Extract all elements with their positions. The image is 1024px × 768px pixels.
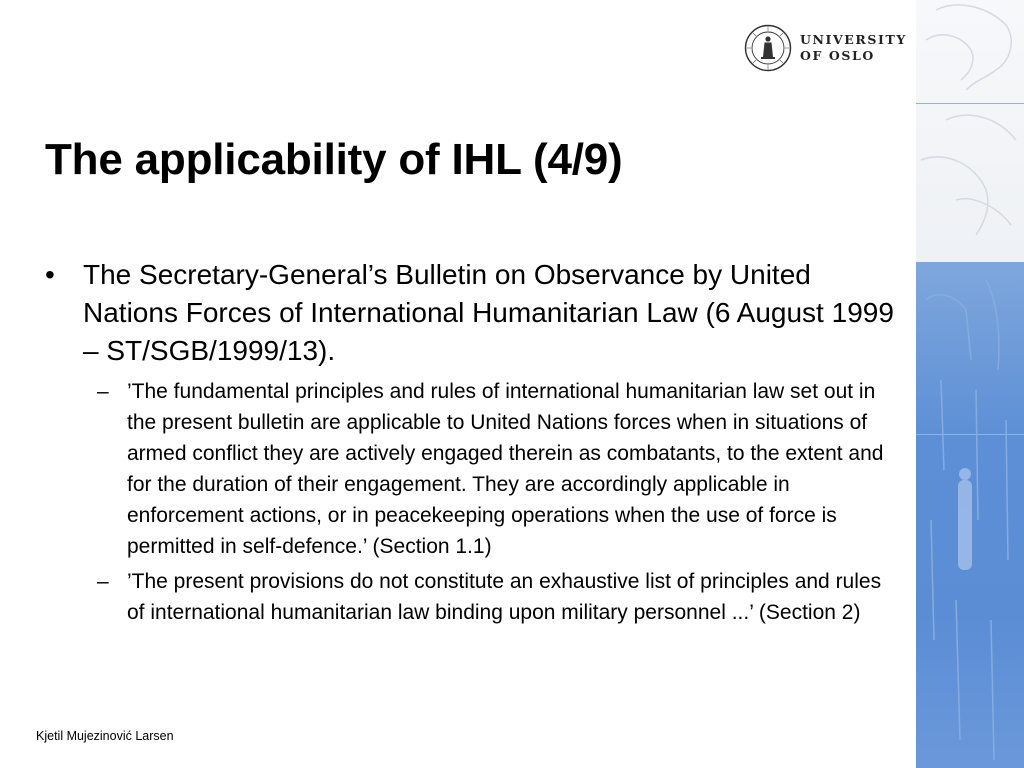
university-seal-icon: [744, 24, 792, 72]
footer-author: Kjetil Mujezinović Larsen: [36, 729, 174, 743]
bullet-item: [45, 256, 895, 370]
decorative-side-strip: [916, 0, 1024, 768]
sub-bullet-item: [45, 566, 895, 628]
sub-bullet-list: [45, 376, 895, 628]
university-name-line-2: OF OSLO: [800, 48, 875, 63]
slide-body: [45, 256, 895, 632]
sub-bullet-text: ’The fundamental principles and rules of international humanitarian law set out in the present bulletin are applicable to United Nations forces when in situations of armed conflict they are actively engaged therein as combatants, to the extent and for the duration of their engagement. They are accordingly applicable in enforcement actions, or in peacekeeping operations when the use of force is permitted in self-defence.’ (Section 1.1): [127, 380, 884, 558]
sub-bullet-item: [45, 376, 895, 562]
sub-bullet-marker: –: [97, 570, 109, 593]
sub-bullet-text: ’The present provisions do not constitute an exhaustive list of principles and rules of international humanitarian law binding upon military personnel ...’ (Section 2): [127, 570, 882, 624]
university-logo: [744, 22, 907, 74]
sub-bullet-marker: –: [97, 380, 109, 403]
slide-title: The applicability of IHL (4/9): [45, 135, 623, 184]
statue-relief-graphic: [916, 0, 1024, 768]
bullet-marker: •: [45, 259, 55, 290]
bullet-text: The Secretary-General’s Bulletin on Observance by United Nations Forces of International Humanitarian Law (6 August 1999 – ST/SGB/1999/13).: [83, 259, 894, 366]
university-name: [800, 32, 907, 64]
university-name-line-1: UNIVERSITY: [800, 32, 907, 47]
